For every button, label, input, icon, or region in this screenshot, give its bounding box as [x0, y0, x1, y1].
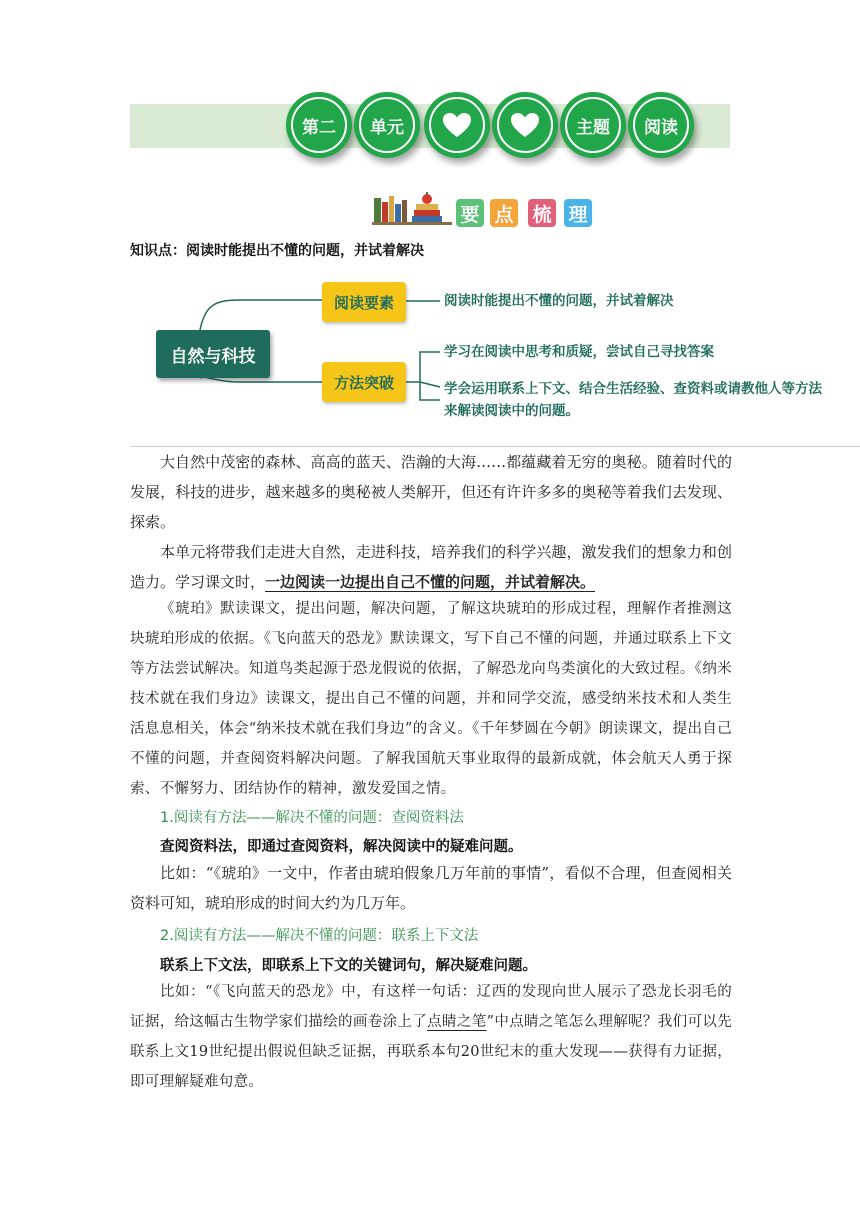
unit-paragraph	[130, 537, 732, 597]
mindmap-node-reading-element: 阅读要素	[322, 282, 406, 322]
heading-tile: 梳	[528, 199, 556, 227]
banner-label: 第二	[291, 97, 347, 153]
mindmap-item: 学会运用联系上下文、结合生活经验、查资料或请教他人等方法	[444, 381, 822, 397]
underlined-goal: 一边阅读一边提出自己不懂的问题，并试着解决。	[265, 573, 596, 591]
section-2-title: 2.阅读有方法——解决不懂的问题：联系上下文法	[160, 928, 479, 944]
mindmap-root: 自然与科技	[156, 330, 270, 378]
lessons-paragraph: 《琥珀》默读课文，提出问题，解决问题，了解这块琥珀的形成过程，理解作者推测这块琥珀形成的依据。《飞向蓝天的恐龙》默读课文，写下自己不懂的问题，并通过联系上下文等方法尝试解决。知道鸟类起源于恐龙假说的依据，了解恐龙向鸟类演化的大致过程。《纳米技术就在我们身边》读课文，提出自己不懂的问题，并和同学交流，感受纳米技术和人类生活息息相关，体会“纳米技术就在我们身边”的含义。《千年梦圆在今朝》朗读课文，提出自己不懂的问题，并查阅资料解决问题。了解我国航天事业取得的最新成就，体会航天人勇于探索、不懈努力、团结协作的精神，激发爱国之情。	[130, 601, 732, 797]
banner-label: 阅读	[633, 97, 689, 153]
heading-tile: 理	[564, 199, 592, 227]
banner-label: 单元	[359, 97, 415, 153]
mindmap-item: 来解读阅读中的问题。	[444, 403, 579, 419]
section-1-definition: 查阅资料法，即通过查阅资料，解决阅读中的疑难问题。	[160, 839, 523, 855]
heading-tile: 点	[490, 199, 518, 227]
banner-label: 主题	[565, 97, 621, 153]
mindmap-item: 学习在阅读中思考和质疑，尝试自己寻找答案	[444, 344, 714, 360]
section-2-definition: 联系上下文法，即联系上下文的关键词句，解决疑难问题。	[160, 958, 537, 974]
mindmap-item: 阅读时能提出不懂的问题，并试着解决	[444, 293, 674, 309]
intro-paragraph: 大自然中茂密的森林、高高的蓝天、浩瀚的大海……都蕴藏着无穷的奥秘。随着时代的发展，科技的进步，越来越多的奥秘被人类解开，但还有许许多多的奥秘等着我们去发现、探索。	[130, 453, 732, 531]
underlined-phrase: 点睛之笔	[427, 1014, 487, 1030]
section-1-example: 比如：“《琥珀》一文中，作者由琥珀假象几万年前的事情”，看似不合理，但查阅相关资料可知，琥珀形成的时间大约为几万年。	[130, 864, 732, 912]
knowledge-point-title: 知识点：阅读时能提出不懂的问题，并试着解决	[130, 243, 424, 259]
section-2-example	[130, 977, 732, 1097]
section-1-title: 1.阅读有方法——解决不懂的问题：查阅资料法	[160, 810, 464, 826]
section-2-example-text: ”中点睛之笔怎么理解呢？我们可以先联系上文19世纪提出假说但缺乏证据，再联系本句20世纪末的重大发现——获得有力证据，即可理解疑难句意。	[130, 1014, 733, 1090]
mindmap-node-method: 方法突破	[322, 362, 406, 402]
heading-tile: 要	[456, 199, 484, 227]
section-2-example-text: 比如：“《飞向蓝天的恐龙》中，有这样一句话：辽西的发现向世人展示了恐龙长羽毛的证据，给这幅古生物学家们描绘的画卷涂上了	[130, 984, 732, 1030]
unit-paragraph-text: 本单元将带我们走进大自然，走进科技，培养我们的科学兴趣，激发我们的想象力和创造力。学习课文时，	[130, 543, 732, 591]
